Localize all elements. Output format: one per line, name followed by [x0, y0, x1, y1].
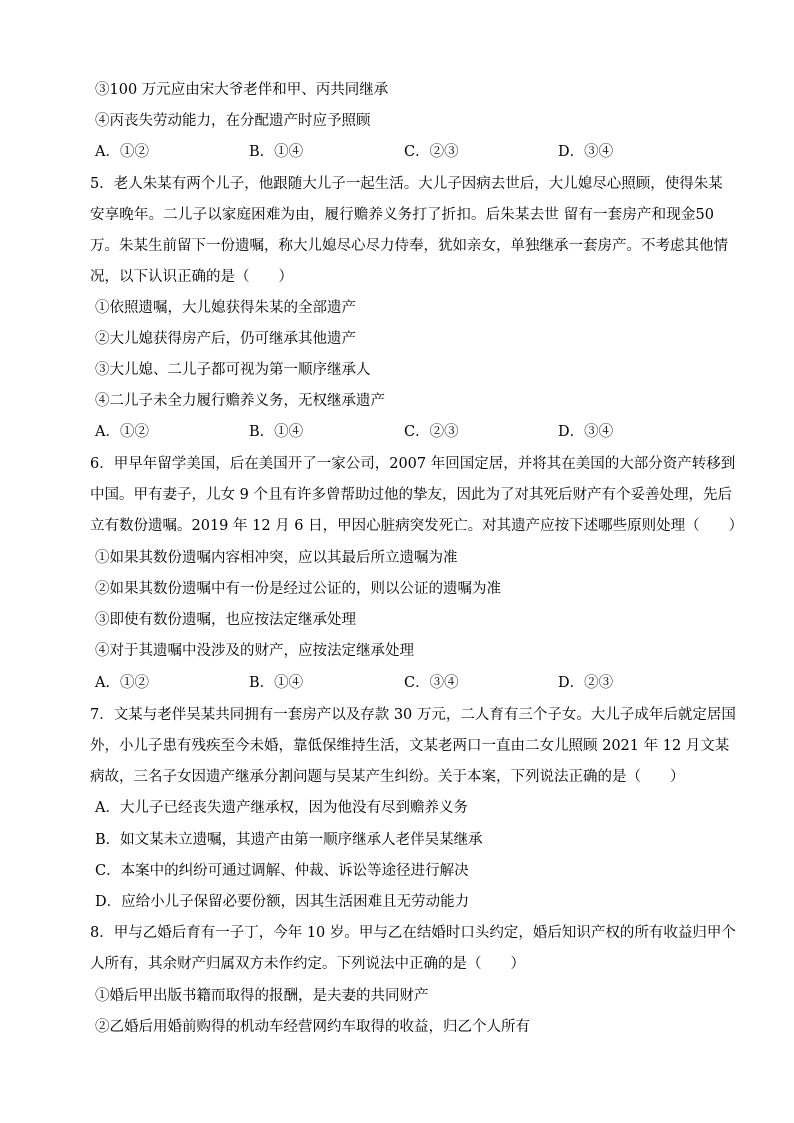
- q6-stem-line: 立有数份遗嘱。2019 年 12 月 6 日，甲因心脏病突发死亡。对其遗产应按下述哪些原则处理（ ）: [90, 518, 744, 534]
- item-3-top: ③100 万元应由宋大爷老伴和甲、丙共同继承: [95, 82, 389, 98]
- q6-choices: [95, 673, 715, 693]
- q7-option-d[interactable]: D．应给小儿子保留必要份额，因其生活困难且无劳动能力: [95, 894, 470, 910]
- choice-a[interactable]: A．①②: [95, 144, 149, 160]
- q5-option: ③大儿媳、二儿子都可视为第一顺序继承人: [95, 362, 371, 378]
- choices-row-top: [95, 142, 715, 162]
- q5-option: ④二儿子未全力履行赡养义务，无权继承遗产: [95, 393, 385, 409]
- q6-option: ④对于其遗嘱中没涉及的财产，应按法定继承处理: [95, 643, 414, 659]
- q5-option: ①依照遗嘱，大儿媳获得朱某的全部遗产: [95, 300, 356, 316]
- q6-option: ①如果其数份遗嘱内容相冲突，应以其最后所立遗嘱为准: [95, 550, 458, 566]
- choice-d[interactable]: D．③④: [558, 144, 614, 160]
- choice-a[interactable]: A．①②: [95, 424, 149, 440]
- q8-stem-line: 人所有，其余财产归属双方未作约定。下列说法中正确的是（ ）: [90, 956, 525, 972]
- choice-c[interactable]: C．②③: [404, 424, 459, 440]
- choice-c[interactable]: C．③④: [404, 675, 459, 691]
- q7-stem-line: 病故，三名子女因遗产继承分割问题与吴某产生纠纷。关于本案，下列说法正确的是（ ）: [90, 769, 685, 785]
- choice-b[interactable]: B．①④: [249, 144, 304, 160]
- choice-d[interactable]: D．②③: [558, 675, 614, 691]
- q5-stem-line: 况，以下认识正确的是（ ）: [90, 269, 293, 285]
- q5-stem-line: 万。朱某生前留下一份遗嘱，称大儿媳尽心尽力侍奉，犹如亲女，单独继承一套房产。不考虑其他情: [90, 238, 728, 254]
- q8-option: ①婚后甲出版书籍而取得的报酬，是夫妻的共同财产: [95, 988, 429, 1004]
- q6-option: ②如果其数份遗嘱中有一份是经过公证的，则以公证的遗嘱为准: [95, 581, 501, 597]
- q6-stem-line: 6．甲早年留学美国，后在美国开了一家公司，2007 年回国定居，并将其在美国的大部分资产转移到: [90, 456, 736, 472]
- item-4-top: ④丙丧失劳动能力，在分配遗产时应予照顾: [95, 113, 371, 129]
- q8-stem-line: 8．甲与乙婚后育有一子丁，今年 10 岁。甲与乙在结婚时口头约定，婚后知识产权的所有收益归甲个: [90, 925, 736, 941]
- q5-stem-line: 5．老人朱某有两个儿子，他跟随大儿子一起生活。大儿子因病去世后，大儿媳尽心照顾，使得朱某: [90, 176, 723, 192]
- q7-option-c[interactable]: C．本案中的纠纷可通过调解、仲裁、诉讼等途径进行解决: [95, 863, 469, 879]
- q7-option-b[interactable]: B．如文某未立遗嘱，其遗产由第一顺序继承人老伴吴某继承: [95, 832, 483, 848]
- choice-c[interactable]: C．②③: [404, 144, 459, 160]
- q6-stem-line: 中国。甲有妻子，儿女 9 个且有许多曾帮助过他的挚友，因此为了对其死后财产有个妥善处理，先后: [90, 487, 732, 503]
- q5-choices: [95, 422, 715, 442]
- q8-option: ②乙婚后用婚前购得的机动车经营网约车取得的收益，归乙个人所有: [95, 1019, 530, 1035]
- choice-b[interactable]: B．①④: [249, 675, 304, 691]
- choice-d[interactable]: D．③④: [558, 424, 614, 440]
- q5-stem-line: 安享晚年。二儿子以家庭困难为由，履行赡养义务打了折扣。后朱某去世 留有一套房产和现金50: [90, 207, 714, 223]
- choice-b[interactable]: B．①④: [249, 424, 304, 440]
- choice-a[interactable]: A．①②: [95, 675, 149, 691]
- q7-option-a[interactable]: A．大儿子已经丧失遗产继承权，因为他没有尽到赡养义务: [95, 800, 468, 816]
- q7-stem-line: 7．文某与老伴吴某共同拥有一套房产以及存款 30 万元，二人育有三个子女。大儿子成年后就定居国: [90, 707, 736, 723]
- q7-stem-line: 外，小儿子患有残疾至今未婚，靠低保维持生活，文某老两口一直由二女儿照顾 2021 年 12 月文某: [90, 738, 730, 754]
- q5-option: ②大儿媳获得房产后，仍可继承其他遗产: [95, 331, 356, 347]
- q6-option: ③即使有数份遗嘱，也应按法定继承处理: [95, 612, 356, 628]
